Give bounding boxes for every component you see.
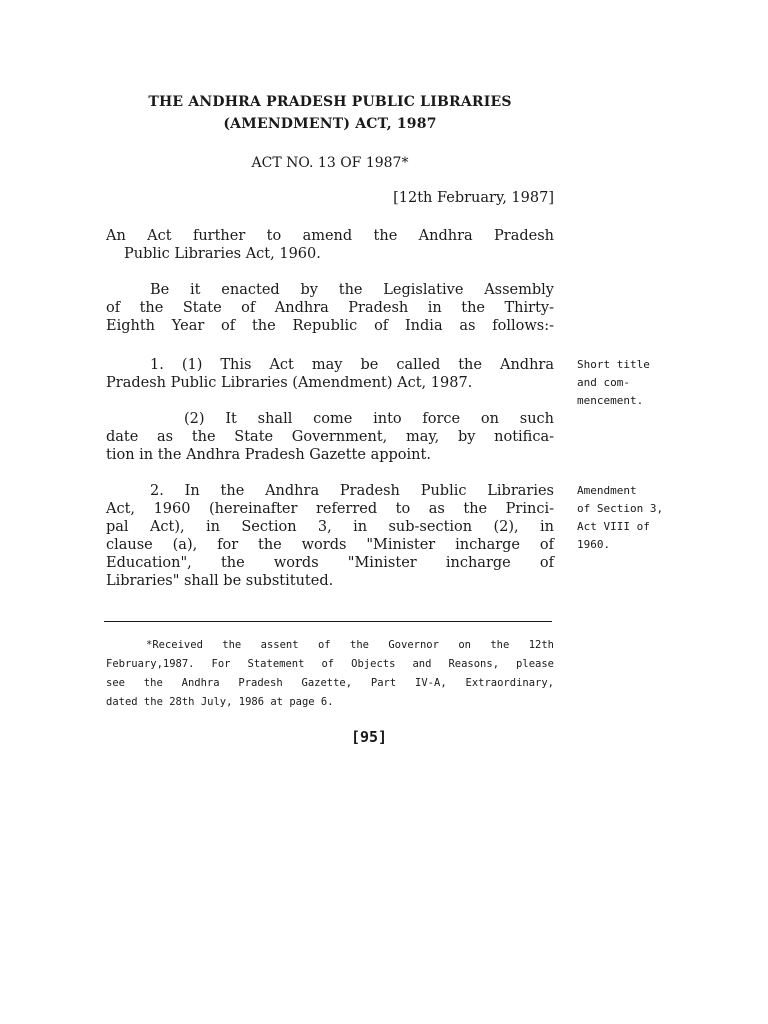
section-2-line-6: Libraries" shall be substituted. <box>106 573 334 589</box>
enacting-clause-line-2: of the State of Andhra Pradesh in the Thirty- <box>106 300 554 316</box>
margin-note-amendment-3: Act VIII of <box>577 520 650 533</box>
margin-note-amendment-1: Amendment <box>577 484 637 497</box>
footnote-line-2: February,1987. For Statement of Objects and Reasons, please <box>106 658 554 670</box>
margin-note-short-title-3: mencement. <box>577 394 644 407</box>
page-number: [95] <box>350 728 388 746</box>
margin-note-short-title-1: Short title <box>577 358 650 371</box>
section-2-line-3: pal Act), in Section 3, in sub-section (2), in <box>106 519 554 535</box>
section-1-sub-2-line-3: tion in the Andhra Pradesh Gazette appoint. <box>106 447 431 463</box>
margin-note-short-title-2: and com- <box>577 376 630 389</box>
margin-note-amendment-4: 1960. <box>577 538 611 551</box>
section-2-line-4: clause (a), for the words "Minister incharge of <box>106 537 554 553</box>
section-1-line-1: 1. (1) This Act may be called the Andhra <box>150 357 554 373</box>
enacting-clause-line-3: Eighth Year of the Republic of India as follows:- <box>106 318 554 334</box>
margin-note-amendment-2: of Section 3, <box>577 502 664 515</box>
footnote-line-4: dated the 28th July, 1986 at page 6. <box>106 696 334 708</box>
footnote-line-1: *Received the assent of the Governor on the 12th <box>146 639 554 651</box>
act-number: ACT NO. 13 OF 1987* <box>251 155 409 171</box>
section-1-line-2: Pradesh Public Libraries (Amendment) Act, 1987. <box>106 375 473 391</box>
section-1-sub-2-line-1: (2) It shall come into force on such <box>184 411 554 427</box>
enactment-date: [12th February, 1987] <box>393 190 554 206</box>
preamble-line-2: Public Libraries Act, 1960. <box>124 246 321 262</box>
footnote-line-3: see the Andhra Pradesh Gazette, Part IV-A, Extraordinary, <box>106 677 554 689</box>
section-1-sub-2-line-2: date as the State Government, may, by notifica- <box>106 429 554 445</box>
section-2-line-1: 2. In the Andhra Pradesh Public Libraries <box>150 483 554 499</box>
preamble-line-1: An Act further to amend the Andhra Pradesh <box>106 228 554 244</box>
section-2-line-5: Education", the words "Minister incharge of <box>106 555 554 571</box>
act-title-line-1: THE ANDHRA PRADESH PUBLIC LIBRARIES <box>148 94 512 110</box>
enacting-clause-line-1: Be it enacted by the Legislative Assembly <box>150 282 554 298</box>
act-title-line-2: (AMENDMENT) ACT, 1987 <box>223 116 437 132</box>
footnote-divider <box>104 621 552 622</box>
section-2-line-2: Act, 1960 (hereinafter referred to as the Princi- <box>106 501 554 517</box>
